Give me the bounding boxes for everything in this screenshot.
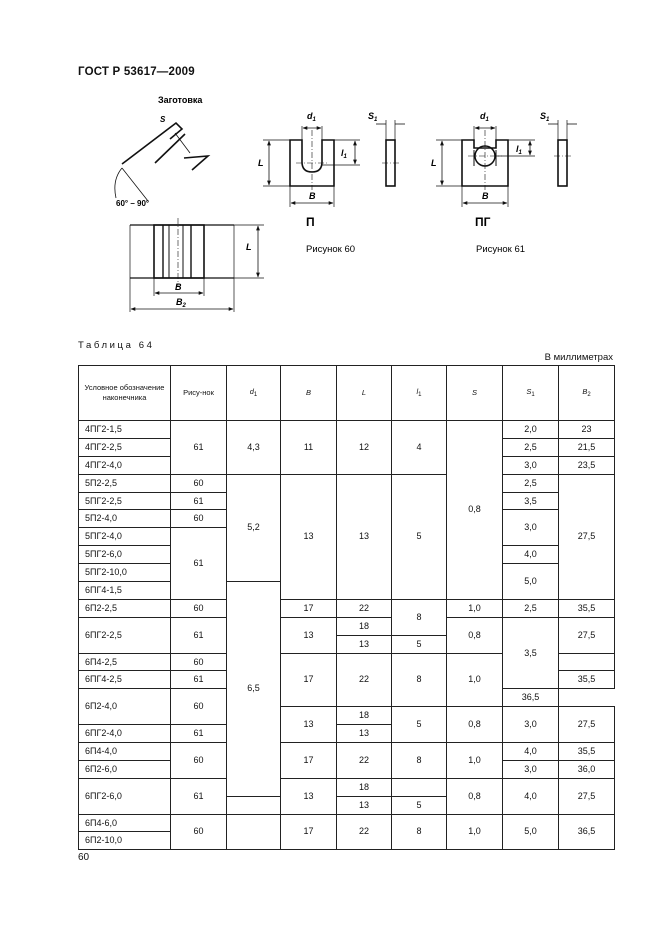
standard-header: ГОСТ Р 53617—2009 — [78, 66, 195, 78]
row-designation: 6П4-2,5 — [79, 653, 171, 671]
row-designation: 5ПГ2-4,0 — [79, 528, 171, 546]
table-row — [79, 778, 615, 796]
cell-figure: 61 — [171, 671, 227, 689]
cell-L: 18 — [337, 617, 392, 635]
cell-B2: 36,5 — [559, 814, 615, 850]
cell-S1: 3,0 — [503, 510, 559, 546]
cell-S1: 2,5 — [503, 474, 559, 492]
cell-B2: 36,0 — [559, 760, 615, 778]
cell-L: 22 — [337, 599, 392, 617]
cell-B: 13 — [281, 617, 337, 653]
cell-S1: 4,0 — [503, 743, 559, 761]
row-designation: 4ПГ2-1,5 — [79, 421, 171, 439]
cell-B2: 27,5 — [559, 617, 615, 653]
header-designation: Условное обозначение наконечника — [79, 366, 171, 421]
fig61-dim-B: B — [482, 191, 489, 201]
row-designation: 5ПГ2-6,0 — [79, 546, 171, 564]
header-L: L — [337, 366, 392, 421]
cell-l1: 4 — [392, 421, 447, 475]
fig60-dim-B: B — [309, 191, 316, 201]
cell-S1: 3,0 — [503, 760, 559, 778]
cell-S1: 2,5 — [503, 599, 559, 617]
cell-L: 13 — [337, 796, 392, 814]
fig60-dim-S1: $S_1$ — [368, 111, 378, 123]
table-row — [79, 617, 615, 635]
cell-l1: 8 — [392, 743, 447, 779]
fig60-dim-l1: $l_1$ — [341, 148, 347, 160]
table-row — [79, 474, 615, 492]
cell-S1: 4,0 — [503, 778, 559, 814]
fig61-dim-d1: $d_1$ — [480, 111, 489, 123]
cell-S1: 3,0 — [503, 707, 559, 743]
cell-B2: 35,5 — [559, 599, 615, 617]
header-B2: $B_2$ — [559, 366, 615, 421]
cell-S1: 3,5 — [503, 492, 559, 510]
cell-S: 1,0 — [447, 814, 503, 850]
page-number: 60 — [78, 852, 90, 863]
cell-B: 13 — [281, 707, 337, 743]
fig61-dim-L: L — [431, 158, 437, 168]
cell-d1 — [227, 814, 281, 850]
row-designation: 6ПГ4-2,5 — [79, 671, 171, 689]
row-designation: 6П4-6,0 — [79, 814, 171, 832]
cell-S: 0,8 — [447, 617, 503, 653]
cell-B: 17 — [281, 599, 337, 617]
cell-S: 1,0 — [447, 743, 503, 779]
cell-L: 12 — [337, 421, 392, 475]
cell-d1: 6,5 — [227, 582, 281, 797]
cell-B2: 27,5 — [559, 778, 615, 814]
cell-S1: 2,5 — [503, 438, 559, 456]
cell-d1 — [227, 796, 281, 814]
row-designation: 6П4-4,0 — [79, 743, 171, 761]
cell-figure: 61 — [171, 528, 227, 600]
cell-S1: 3,0 — [503, 456, 559, 474]
cell-L: 13 — [337, 725, 392, 743]
cell-B2: 21,5 — [559, 438, 615, 456]
table-row — [79, 743, 615, 761]
cell-l1: 5 — [392, 635, 447, 653]
blank-s-label: S — [160, 115, 166, 124]
table-row — [79, 814, 615, 832]
row-designation: 6П2-4,0 — [79, 689, 171, 725]
cell-l1: 8 — [392, 653, 447, 707]
cell-figure: 60 — [171, 599, 227, 617]
row-designation: 6ПГ4-1,5 — [79, 582, 171, 600]
figure-61-caption: Рисунок 61 — [476, 244, 526, 255]
cell-L: 22 — [337, 653, 392, 707]
cell-S1: 2,0 — [503, 421, 559, 439]
cell-figure: 60 — [171, 743, 227, 779]
cell-L: 13 — [337, 474, 392, 599]
cell-l1 — [392, 778, 447, 796]
cell-S: 0,8 — [447, 778, 503, 814]
cell-B2: 35,5 — [559, 743, 615, 761]
row-designation: 5ПГ2-10,0 — [79, 564, 171, 582]
row-designation: 5П2-4,0 — [79, 510, 171, 528]
cell-B2: 23 — [559, 421, 615, 439]
cell-B: 17 — [281, 743, 337, 779]
cell-S1: 3,5 — [503, 617, 559, 689]
cell-L: 13 — [337, 635, 392, 653]
cell-S: 0,8 — [447, 707, 503, 743]
cell-figure: 61 — [171, 492, 227, 510]
cell-l1: 8 — [392, 599, 447, 635]
fig60-dim-d1: $d_1$ — [307, 111, 316, 123]
cell-figure: 61 — [171, 617, 227, 653]
cell-B2: 23,5 — [559, 456, 615, 474]
cell-L: 18 — [337, 707, 392, 725]
cell-S1: 5,0 — [503, 564, 559, 600]
figure-60-caption: Рисунок 60 — [306, 244, 356, 255]
cell-B: 11 — [281, 421, 337, 475]
blank-drawing — [122, 123, 208, 170]
row-designation: 5ПГ2-2,5 — [79, 492, 171, 510]
fig61-dim-l1: $l_1$ — [516, 144, 522, 156]
front-dim-B: B — [175, 282, 182, 292]
cell-figure: 60 — [171, 814, 227, 850]
row-designation: 4ПГ2-4,0 — [79, 456, 171, 474]
front-dim-B2: $B_2$ — [176, 297, 186, 309]
row-designation: 6П2-6,0 — [79, 760, 171, 778]
units-label: В миллиметрах — [544, 352, 613, 363]
cell-L: 22 — [337, 814, 392, 850]
cell-B: 13 — [281, 778, 337, 814]
figure-61-drawing — [436, 120, 577, 207]
specification-table — [78, 365, 615, 850]
cell-l1: 5 — [392, 474, 447, 599]
row-designation: 6ПГ2-2,5 — [79, 617, 171, 653]
table-row — [79, 599, 615, 617]
cell-S: 1,0 — [447, 599, 503, 617]
cell-figure: 60 — [171, 474, 227, 492]
header-figure: Рису-нок — [171, 366, 227, 421]
cell-S: 1,0 — [447, 653, 503, 707]
row-designation: 6П2-10,0 — [79, 832, 171, 850]
header-S: S — [447, 366, 503, 421]
cell-figure: 60 — [171, 510, 227, 528]
cell-B2: 27,5 — [559, 474, 615, 599]
blank-label: Заготовка — [158, 95, 203, 105]
table-label: Таблица 64 — [78, 340, 155, 351]
row-designation: 6П2-2,5 — [79, 599, 171, 617]
row-designation: 5П2-2,5 — [79, 474, 171, 492]
header-l1: $l_1$ — [392, 366, 447, 421]
cell-B2: 36,5 — [503, 689, 559, 707]
cell-S: 0,8 — [447, 421, 503, 600]
cell-B: 13 — [281, 474, 337, 599]
cell-B2: 27,5 — [559, 707, 615, 743]
row-designation: 6ПГ2-6,0 — [79, 778, 171, 814]
cell-B2 — [559, 653, 615, 671]
cell-l1: 5 — [392, 707, 447, 743]
table-header-row — [79, 366, 615, 421]
variant-P-label: П — [306, 215, 315, 229]
blank-angle-label: 60° – 90° — [116, 199, 150, 208]
variant-PG-label: ПГ — [475, 215, 491, 229]
cell-S1: 4,0 — [503, 546, 559, 564]
cell-S1: 5,0 — [503, 814, 559, 850]
cell-d1: 4,3 — [227, 421, 281, 475]
cell-figure: 61 — [171, 421, 227, 475]
cell-d1: 5,2 — [227, 474, 281, 581]
cell-B2: 35,5 — [559, 671, 615, 689]
cell-B: 17 — [281, 653, 337, 707]
cell-B: 17 — [281, 814, 337, 850]
cell-L: 22 — [337, 743, 392, 779]
cell-l1: 5 — [392, 796, 447, 814]
technical-drawings — [0, 0, 661, 340]
front-dim-L: L — [246, 242, 252, 252]
header-d1: $d_1$ — [227, 366, 281, 421]
header-S1: $S_1$ — [503, 366, 559, 421]
fig61-dim-S1: $S_1$ — [540, 111, 550, 123]
cell-figure: 61 — [171, 778, 227, 814]
cell-figure: 61 — [171, 725, 227, 743]
table-row — [79, 421, 615, 439]
cell-figure: 60 — [171, 653, 227, 671]
body-front-view — [130, 218, 264, 312]
row-designation: 4ПГ2-2,5 — [79, 438, 171, 456]
fig60-dim-L: L — [258, 158, 264, 168]
cell-l1: 8 — [392, 814, 447, 850]
header-B: B — [281, 366, 337, 421]
cell-figure: 60 — [171, 689, 227, 725]
figure-60-drawing — [263, 120, 405, 207]
cell-L: 18 — [337, 778, 392, 796]
row-designation: 6ПГ2-4,0 — [79, 725, 171, 743]
